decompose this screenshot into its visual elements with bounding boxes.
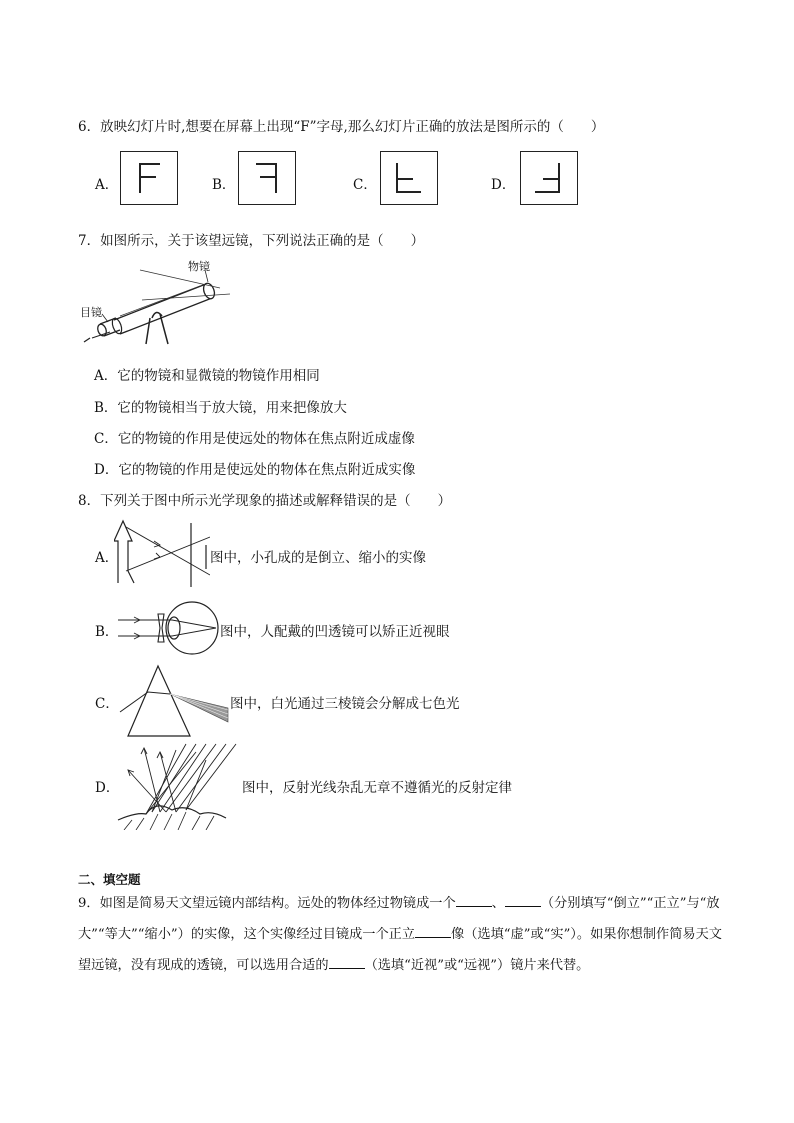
eyepiece-label: 目镜 [80,306,102,319]
q9-text-2: 、 [491,896,505,911]
q9-text-3: （分别填写“倒立”“正立”与“放大”“等大”“缩小”）的实像，这个实像经过目镜成一个正立 [78,896,720,942]
q9-blank-1[interactable] [456,894,492,907]
q7-option-d: D．它的物镜的作用是使远处的物体在焦点附近成实像 [94,462,416,478]
q8-option-b-text: 图中，人配戴的凹透镜可以矫正近视眼 [220,624,450,640]
q9-text-1: 9．如图是简易天文望远镜内部结构。远处的物体经过物镜成一个 [78,896,456,911]
q8-option-a-label: A． [95,550,119,566]
objective-label: 物镜 [188,260,210,273]
q7-stem: 7．如图所示，关于该望远镜，下列说法正确的是（ ） [78,233,425,249]
q9-blank-2[interactable] [505,894,541,907]
q7-option-a: A．它的物镜和显微镜的物镜作用相同 [94,368,320,384]
q6-option-b-label: B． [212,177,236,193]
q6-option-c-label: C． [353,177,377,193]
q8-option-b-eye-figure [116,600,224,660]
q6-option-c-figure [380,151,438,205]
q7-telescope-figure [80,256,240,352]
q8-option-d-label: D． [95,780,120,796]
q8-option-d-reflection-figure [116,740,242,834]
q6-stem: 6．放映幻灯片时,想要在屏幕上出现“F”字母,那么幻灯片正确的放法是图所示的（ ） [78,119,605,135]
q8-option-d-text: 图中，反射光线杂乱无章不遵循光的反射定律 [242,780,512,796]
q6-option-a-figure [120,151,178,205]
section-title: 二、填空题 [78,872,141,887]
q6-option-b-figure [238,151,296,205]
q8-option-a-text: 图中，小孔成的是倒立、缩小的实像 [210,550,426,566]
q7-option-c: C．它的物镜的作用是使远处的物体在焦点附近成虚像 [94,431,415,447]
q8-option-b-label: B． [95,624,119,640]
q9-blank-3[interactable] [415,925,451,938]
q7-option-b: B．它的物镜相当于放大镜，用来把像放大 [94,400,347,416]
q8-stem: 8．下列关于图中所示光学现象的描述或解释错误的是（ ） [78,493,452,509]
q6-option-a-label: A． [95,177,119,193]
q8-option-c-label: C． [95,696,119,712]
q9-paragraph [78,888,728,981]
q8-option-a-pinhole-figure [114,517,210,591]
q8-option-c-prism-figure [118,664,230,744]
q9-text-4: 像（选填“虚”或“实”）。如果你想制作简易天文望远镜，没有现成的透镜，可以选用合适的 [78,927,722,973]
q8-option-c-text: 图中，白光通过三棱镜会分解成七色光 [230,696,460,712]
q6-option-d-label: D． [491,177,516,193]
q6-option-d-figure [520,151,578,205]
q9-blank-4[interactable] [329,956,365,969]
q9-text-5: （选填“近视”或“远视”）镜片来代替。 [364,958,590,973]
